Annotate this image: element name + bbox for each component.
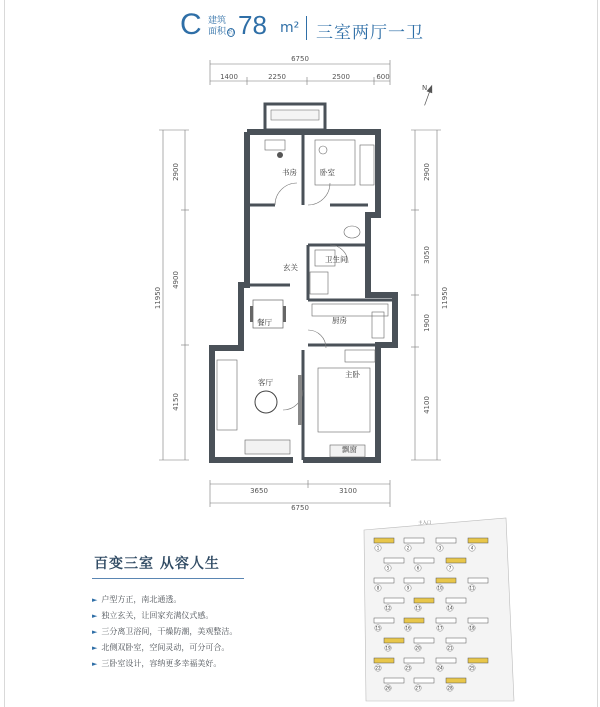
- building-block: [446, 558, 466, 563]
- top-dim-1: 1400: [220, 73, 238, 81]
- building-number: 8: [376, 585, 380, 591]
- room-label-kitchen: 厨房: [332, 316, 347, 325]
- building-block: [374, 578, 394, 583]
- site-entrance-label: 主入口: [418, 521, 432, 526]
- building-number: 17: [437, 625, 443, 631]
- door-swings: [275, 183, 348, 410]
- layout-title: 三室两厅一卫: [316, 23, 424, 43]
- building-block: [436, 578, 456, 583]
- tv-cabinet: [298, 375, 302, 425]
- building-block: [414, 558, 434, 563]
- building-block: [414, 598, 434, 603]
- building-number: 20: [415, 645, 421, 651]
- building-block: [436, 538, 456, 543]
- left-total-dim: 11950: [154, 286, 162, 310]
- feature-item: ► 北侧双卧室，空间灵动，可分可合。: [92, 643, 230, 652]
- area-label-line2: 面积 约: [208, 27, 235, 37]
- bathroom-sink: [344, 226, 360, 238]
- building-number: 4: [470, 545, 474, 551]
- building-number: 5: [386, 565, 390, 571]
- building-number: 11: [469, 585, 475, 591]
- building-number: 7: [448, 565, 452, 571]
- building-block: [384, 638, 404, 643]
- building-block: [436, 618, 456, 623]
- building-number: 21: [447, 645, 453, 651]
- right-dim-4: 4100: [423, 396, 431, 414]
- master-wardrobe: [345, 350, 375, 362]
- room-label-study: 书房: [282, 168, 297, 177]
- slogan-heading: 百变三室 从容人生: [94, 556, 220, 572]
- room-label-dining: 餐厅: [257, 318, 272, 327]
- building-number: 14: [447, 605, 453, 611]
- building-number: 15: [375, 625, 381, 631]
- right-total-dim: 11950: [441, 286, 449, 310]
- building-number: 22: [375, 665, 381, 671]
- building-block: [374, 658, 394, 663]
- building-block: [468, 618, 488, 623]
- building-number: 12: [385, 605, 391, 611]
- building-block: [446, 638, 466, 643]
- feature-item: ► 户型方正，南北通透。: [92, 595, 182, 604]
- building-number: 26: [385, 685, 391, 691]
- left-dim-1: 2900: [172, 163, 180, 181]
- building-number: 23: [405, 665, 411, 671]
- top-dim-4: 600: [376, 73, 390, 81]
- bathroom-shower: [310, 272, 328, 294]
- room-label-bathroom: 卫生间: [325, 255, 348, 264]
- building-block: [374, 538, 394, 543]
- bullet-icon: ►: [92, 628, 98, 636]
- building-block: [384, 678, 404, 683]
- building-block: [436, 658, 456, 663]
- right-dim-3: 1900: [423, 314, 431, 332]
- building-number: 3: [438, 545, 442, 551]
- area-unit: m²: [280, 20, 300, 36]
- feature-item: ► 三卧室设计，容纳更多幸福美好。: [92, 659, 222, 668]
- approx-mark: 约: [228, 29, 235, 36]
- building-block: [404, 658, 424, 663]
- bullet-icon: ►: [92, 596, 98, 604]
- building-block: [414, 678, 434, 683]
- building-block: [384, 558, 404, 563]
- bullet-icon: ►: [92, 644, 98, 652]
- living-sofa: [217, 360, 237, 430]
- building-block: [446, 598, 466, 603]
- building-block: [468, 538, 488, 543]
- building-block: [404, 618, 424, 623]
- building-number: 25: [469, 665, 475, 671]
- building-block: [404, 578, 424, 583]
- building-number: 6: [416, 565, 420, 571]
- building-block: [468, 578, 488, 583]
- slogan-underline: [92, 578, 244, 579]
- building-number: 18: [469, 625, 475, 631]
- bottom-total-dim: 6750: [291, 504, 309, 512]
- building-block: [374, 618, 394, 623]
- building-number: 28: [447, 685, 453, 691]
- master-bed: [318, 368, 370, 432]
- left-dim-3: 4150: [172, 393, 180, 411]
- building-block: [414, 638, 434, 643]
- area-label-line1: 建筑: [208, 16, 227, 26]
- feature-item: ► 三分离卫浴间，干燥防潮，美观整洁。: [92, 627, 238, 636]
- feature-list: [92, 592, 237, 672]
- left-dim-2: 4900: [172, 271, 180, 289]
- feature-item: ► 独立玄关，让回家充满仪式感。: [92, 611, 214, 620]
- top-dim-3: 2500: [332, 73, 350, 81]
- building-block: [404, 538, 424, 543]
- building-block: [468, 658, 488, 663]
- building-block: [384, 598, 404, 603]
- room-label-entry: 玄关: [283, 263, 298, 272]
- unit-type-letter: C: [180, 8, 202, 41]
- building-number: 1: [376, 545, 380, 551]
- building-number: 27: [415, 685, 421, 691]
- right-dim-2: 3050: [423, 246, 431, 264]
- building-number: 16: [405, 625, 411, 631]
- building-number: 2: [406, 545, 410, 551]
- room-label-balcony: 飘窗: [342, 445, 357, 454]
- area-value: 78: [238, 10, 267, 40]
- study-desk: [265, 140, 285, 150]
- building-number: 24: [437, 665, 443, 671]
- room-label-master: 主卧: [345, 370, 360, 379]
- kitchen-counter: [312, 304, 388, 316]
- bottom-dim-1: 3650: [250, 487, 268, 495]
- top-dim-2: 2250: [268, 73, 286, 81]
- right-dim-1: 2900: [423, 163, 431, 181]
- living-window-bench: [245, 440, 290, 454]
- room-label-living: 客厅: [258, 378, 273, 387]
- building-block: [446, 678, 466, 683]
- site-plan-map: [356, 516, 516, 706]
- building-number: 13: [415, 605, 421, 611]
- bullet-icon: ►: [92, 612, 98, 620]
- top-total-dim: 6750: [291, 55, 309, 63]
- building-number: 19: [385, 645, 391, 651]
- window-sill: [271, 110, 319, 120]
- bedroom-wardrobe: [360, 145, 374, 185]
- building-number: 9: [406, 585, 410, 591]
- bullet-icon: ►: [92, 660, 98, 668]
- compass-label: N: [422, 84, 428, 92]
- bottom-dim-2: 3100: [339, 487, 357, 495]
- building-number: 10: [437, 585, 443, 591]
- room-label-bedroom: 卧室: [320, 168, 335, 177]
- coffee-table: [255, 391, 277, 413]
- bottom-dimension-lines: [210, 480, 390, 507]
- study-chair: [277, 152, 283, 158]
